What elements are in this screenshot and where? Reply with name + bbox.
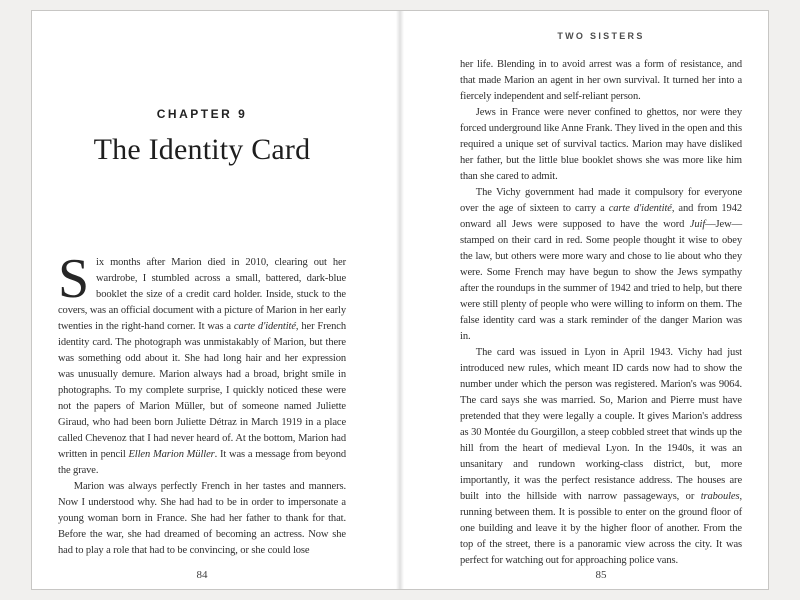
body-paragraph: Marion was always perfectly French in her tastes and manners. Now I understood why. She had had to be in order to impersonate a young woman born in France. She had her father to thank for that. Before the war, she had dreamed of becoming an actress. Now she had to play a role that had to be convincing, or she could lose [58,481,346,556]
right-page-body [460,57,742,569]
body-paragraph: her life. Blending in to avoid arrest was a form of resistance, and that made Marion an agent in her own survival. It turned her into a fiercely independent and self-reliant person. [460,59,742,102]
page-gutter [396,11,404,589]
body-paragraph: The Vichy government had made it compulsory for everyone over the age of sixteen to carry a carte d'identité, and from 1942 onward all Jews were supposed to have the word Juif—Jew—stamped on their card in red. Some people thought it wise to obey the law, but others were more wary and chose to lie about who they were. Some French may have begun to show the Jews sympathy after the roundups in the summer of 1942 and tried to help, but there were still plenty of people who were willing to inform on them. The false identity card was a stark reminder of the danger Marion was in. [460,187,742,342]
body-paragraph: The card was issued in Lyon in April 1943. Vichy had just introduced new rules, which meant ID cards now had to show the number under which the person was registered. Marion's was 9064. The card says she was married. So, Marion and Pierre must have pretended that they were legally a couple. It gives Marion's address as 30 Montée du Gourgillon, a steep cobbled street that winds up the hill from the heart of medieval Lyon. In the 1940s, it was an unsanitary and rundown working-class district, but, more importantly, it was the perfect resistance address. The houses are built into the hillside with narrow passageways, or traboules, running between them. It is possible to enter on the ground floor of one building and leave it by the higher floor of another. From the top of the street, there is a panoramic view across the city. It was perfect for watching out for approaching police vans. [460,347,742,566]
drop-cap: S [58,248,90,310]
left-page [32,11,396,589]
right-page [404,11,768,589]
page-number-left: 84 [196,569,208,581]
body-paragraph: Six months after Marion died in 2010, clearing out her wardrobe, I stumbled across a small, battered, dark-blue booklet the size of a credit card holder. Inside, stuck to the covers, was an official document with a picture of Marion in her early twenties in the right-hand corner. It was a carte d'identité, her French identity card. The photograph was unmistakably of Marion, but there was something odd about it. She had long hair and her expression was unusually demure. Marion always had a broad, bright smile in photographs. To my complete surprise, I quickly noticed these were not the papers of Marion Müller, but of someone named Juliette Giraud, who had been born Juliette Détraz in March 1919 in a place called Chevenoz that I had never heard of. At the bottom, Marion had written in pencil Ellen Marion Müller. It was a message from beyond the grave. [58,248,346,476]
book-spread [31,10,769,590]
page-number-right: 85 [595,569,607,581]
left-page-body [58,248,346,559]
running-header: TWO SISTERS [557,31,645,41]
chapter-title: The Identity Card [93,133,311,166]
body-paragraph: Jews in France were never confined to ghettos, nor were they forced underground like Anne Frank. They lived in the open and this required a unique set of survival tactics. Marion may have disliked her father, but the little blue booklet shows she was more like him than she cared to admit. [460,107,742,182]
chapter-label: CHAPTER 9 [156,107,248,121]
